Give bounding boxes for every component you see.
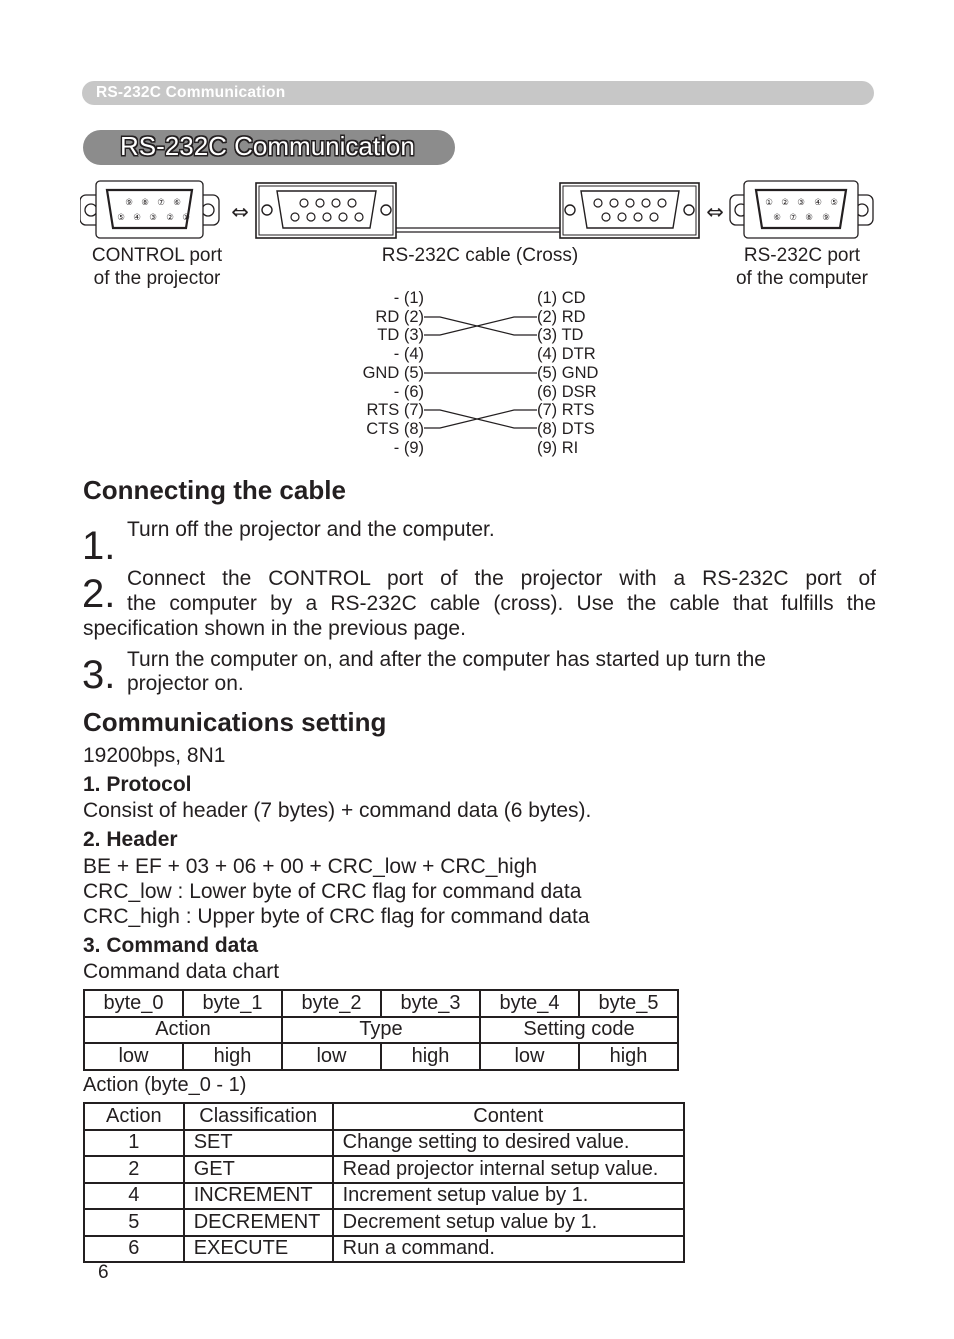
table-cell: 1 (84, 1130, 184, 1157)
section-title: RS-232C Communication (120, 131, 415, 161)
pin-item: RD (2) (375, 307, 424, 326)
table-cell: Setting code (480, 1017, 678, 1044)
pin-label: ⑦ (789, 213, 797, 223)
table-cell: INCREMENT (184, 1183, 333, 1210)
table-cell: byte_4 (480, 990, 579, 1017)
table-cell: high (381, 1043, 480, 1070)
control-port-connector (80, 181, 219, 238)
pin-label: ④ (133, 213, 141, 223)
command-data-table (83, 989, 679, 1071)
wire-rd-td (424, 317, 537, 335)
pin-label: ⑨ (822, 213, 830, 223)
table-cell: high (579, 1043, 678, 1070)
header-line: BE + EF + 03 + 06 + 00 + CRC_low + CRC_high (83, 855, 538, 878)
baud-rate: 19200bps, 8N1 (83, 744, 226, 767)
table-cell: 4 (84, 1183, 184, 1210)
table-cell: DECREMENT (184, 1209, 333, 1236)
left-pin-list (300, 289, 424, 457)
table-cell: byte_1 (183, 990, 282, 1017)
left-arrow-icon: ⇔ (231, 200, 249, 224)
command-chart-label: Command data chart (83, 960, 280, 983)
right-pin-list (537, 289, 667, 457)
pin-label: ⑤ (830, 198, 838, 208)
pin-item: (2) RD (537, 307, 586, 326)
pin-item: (3) TD (537, 326, 584, 345)
pin-item: GND (5) (362, 363, 424, 382)
pin-label: ① (182, 213, 190, 223)
section-title-pill (83, 130, 455, 165)
action-table-label: Action (byte_0 - 1) (83, 1074, 247, 1096)
table-row (84, 1130, 684, 1157)
computer-port-connector (730, 181, 873, 238)
pin-item: CTS (8) (366, 419, 424, 438)
pin-item: (8) DTS (537, 419, 595, 438)
table-row (84, 1017, 678, 1044)
table-cell: 5 (84, 1209, 184, 1236)
step-number: 1. (82, 524, 116, 568)
table-cell: byte_0 (84, 990, 183, 1017)
wiring-lines (424, 300, 537, 450)
table-cell: byte_2 (282, 990, 381, 1017)
page-number: 6 (98, 1262, 109, 1283)
pin-label: ④ (814, 198, 822, 208)
pin-label: ⑧ (141, 198, 149, 208)
table-cell: 6 (84, 1236, 184, 1263)
connecting-heading: Connecting the cable (83, 475, 346, 505)
table-cell: Action (84, 1017, 282, 1044)
table-header-cell: Action (84, 1103, 184, 1130)
wire-td-rd (424, 317, 537, 335)
computer-port-label: RS-232C port of the computer (735, 245, 869, 289)
pin-label: ⑥ (773, 213, 781, 223)
pin-item: - (6) (393, 382, 424, 401)
table-cell: low (480, 1043, 579, 1070)
running-header (82, 81, 874, 105)
pin-label: ③ (149, 213, 157, 223)
pin-item: (1) CD (537, 289, 586, 307)
pin-label: ⑥ (173, 198, 181, 208)
pin-item: TD (3) (377, 326, 424, 345)
connector-diagram (80, 176, 880, 246)
header-line: CRC_high : Upper byte of CRC flag for command data (83, 905, 590, 928)
pin-item: - (9) (393, 438, 424, 457)
table-row (84, 1043, 678, 1070)
header-line: CRC_low : Lower byte of CRC flag for command data (83, 880, 582, 903)
pin-item: (6) DSR (537, 382, 597, 401)
pin-item: (5) GND (537, 363, 599, 382)
pin-item: (7) RTS (537, 401, 595, 420)
protocol-text: Consist of header (7 bytes) + command data (6 bytes). (83, 799, 592, 822)
step-3-line-2: projector on. (127, 672, 244, 695)
command-heading: 3. Command data (83, 934, 259, 957)
table-row (84, 1156, 684, 1183)
step-number: 3. (82, 653, 116, 697)
step-2-line-2: the computer by a RS-232C cable (cross). Use the cable that fulfills the (127, 592, 876, 615)
pin-label: ① (765, 198, 773, 208)
pin-item: - (4) (393, 345, 424, 364)
table-cell: byte_3 (381, 990, 480, 1017)
action-table (83, 1102, 685, 1263)
pin-label: ⑧ (805, 213, 813, 223)
table-cell: byte_5 (579, 990, 678, 1017)
table-cell: Change setting to desired value. (333, 1130, 684, 1157)
table-cell: low (282, 1043, 381, 1070)
cable-connector-left (256, 183, 396, 238)
step-2-line-1: Connect the CONTROL port of the projector with a RS-232C port of (127, 567, 876, 590)
pin-label: ⑤ (117, 213, 125, 223)
table-cell: Decrement setup value by 1. (333, 1209, 684, 1236)
comm-heading: Communications setting (83, 707, 387, 737)
step-1-text: Turn off the projector and the computer. (127, 518, 495, 541)
table-cell: EXECUTE (184, 1236, 333, 1263)
table-cell: GET (184, 1156, 333, 1183)
running-header-title: RS-232C Communication (96, 84, 286, 101)
table-header-cell: Classification (184, 1103, 333, 1130)
table-cell: SET (184, 1130, 333, 1157)
table-cell: Run a command. (333, 1236, 684, 1263)
protocol-heading: 1. Protocol (83, 773, 192, 796)
cable-label: RS-232C cable (Cross) (381, 245, 579, 266)
table-cell: Type (282, 1017, 480, 1044)
table-cell: high (183, 1043, 282, 1070)
step-3-line-1: Turn the computer on, and after the computer has started up turn the (127, 648, 766, 671)
pin-item: - (1) (393, 289, 424, 307)
cable-connector-right (560, 183, 699, 238)
step-2-line-3: specification shown in the previous page. (83, 617, 466, 640)
pin-item: RTS (7) (366, 401, 424, 420)
table-cell: 2 (84, 1156, 184, 1183)
pin-label: ② (781, 198, 789, 208)
pin-item: (4) DTR (537, 345, 596, 364)
wire-cts-rts (424, 410, 537, 428)
pin-label: ⑨ (125, 198, 133, 208)
table-row (84, 1236, 684, 1263)
pin-item: (9) RI (537, 438, 579, 457)
table-row (84, 1183, 684, 1210)
wire-rts-cts (424, 410, 537, 428)
right-arrow-icon: ⇔ (706, 200, 724, 224)
header-heading: 2. Header (83, 828, 178, 851)
table-cell: low (84, 1043, 183, 1070)
table-header-cell: Content (333, 1103, 684, 1130)
control-port-label: CONTROL port of the projector (91, 245, 223, 289)
table-row (84, 1103, 684, 1130)
pin-label: ② (166, 213, 174, 223)
table-cell: Increment setup value by 1. (333, 1183, 684, 1210)
pin-label: ⑦ (157, 198, 165, 208)
table-row (84, 1209, 684, 1236)
table-cell: Read projector internal setup value. (333, 1156, 684, 1183)
pin-label: ③ (797, 198, 805, 208)
table-row (84, 990, 678, 1017)
step-number: 2. (82, 572, 116, 616)
